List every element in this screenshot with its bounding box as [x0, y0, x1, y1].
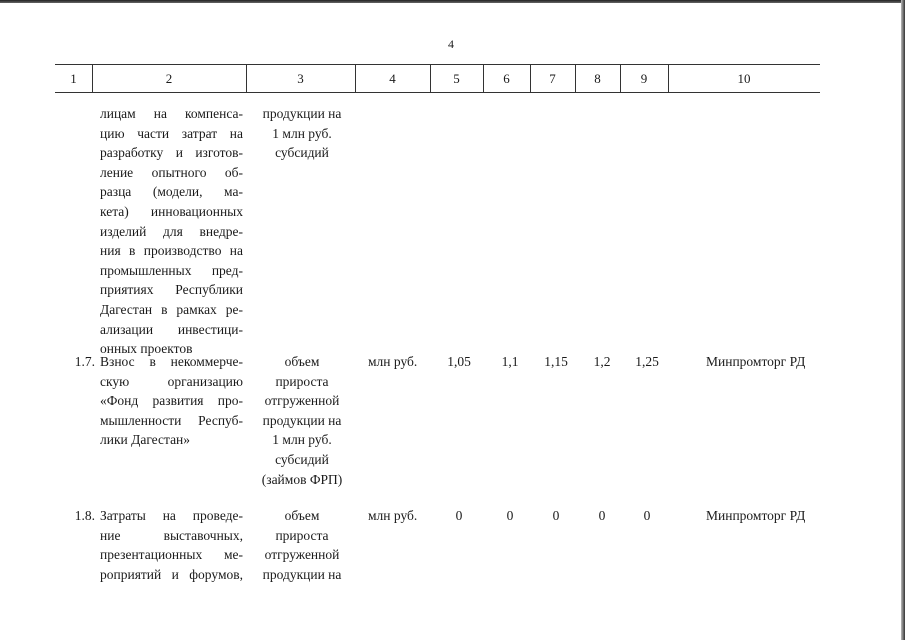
- text-line: лики Дагестан»: [100, 432, 191, 448]
- text-line: роприятий и форумов,: [100, 566, 243, 582]
- text-line: 1 млн руб.: [272, 125, 332, 141]
- col-header-10: 10: [737, 71, 751, 86]
- row-value: 0: [552, 508, 560, 523]
- text-line: презентационных ме-: [100, 547, 243, 563]
- text-line: субсидий: [275, 145, 329, 161]
- col-header-6: 6: [503, 71, 510, 86]
- text-line: отгруженной: [264, 547, 340, 563]
- text-line: онных проектов: [100, 341, 193, 357]
- row-value: 0: [598, 508, 606, 523]
- row-responsible: Минпромторг РД: [706, 354, 806, 369]
- col-header-4: 4: [389, 71, 396, 86]
- text-line: Взнос в некоммерче-: [100, 354, 243, 369]
- col-header-7: 7: [549, 71, 556, 86]
- row-value: 1,2: [593, 354, 611, 369]
- text-line: прироста: [275, 373, 329, 389]
- continued-row-indicator: [252, 104, 352, 163]
- row-value: 1,05: [447, 354, 471, 369]
- row-indicator: [252, 506, 352, 584]
- text-line: кета) инновационных: [100, 203, 243, 219]
- row-value: 1,15: [544, 354, 568, 369]
- row-value: 1,25: [635, 354, 659, 369]
- row-value: 1,1: [501, 354, 519, 369]
- text-line: ния в производство на: [100, 243, 243, 259]
- col-header-2: 2: [165, 71, 173, 86]
- row-number: 1.8.: [74, 508, 95, 523]
- text-line: разца (модели, ма-: [100, 184, 243, 200]
- text-line: цию части затрат на: [100, 125, 243, 141]
- text-line: объем: [284, 508, 320, 523]
- row-unit: млн руб.: [368, 354, 418, 369]
- row-name: [100, 506, 243, 584]
- text-line: приятиях Республики: [100, 282, 243, 298]
- text-line: продукции на: [262, 566, 342, 582]
- col-header-9: 9: [640, 71, 648, 86]
- text-line: лицам на компенса-: [100, 106, 243, 121]
- row-indicator: [252, 352, 352, 489]
- scan-edge-top: [0, 0, 905, 3]
- text-line: продукции на: [262, 106, 342, 121]
- scan-edge-right: [901, 0, 905, 640]
- text-line: «Фонд развития про-: [100, 393, 243, 409]
- text-line: изделий для внедре-: [100, 223, 243, 239]
- row-unit: млн руб.: [368, 508, 418, 523]
- text-line: ализации инвестици-: [100, 321, 243, 337]
- page-number: 4: [448, 37, 454, 51]
- header-bottom-rule: [55, 92, 820, 93]
- text-line: Затраты на проведе-: [100, 508, 243, 523]
- row-name: [100, 352, 243, 450]
- text-line: Дагестан в рамках ре-: [100, 301, 243, 317]
- row-value: 0: [506, 508, 514, 523]
- col-header-5: 5: [453, 71, 460, 86]
- header-top-rule: [55, 64, 820, 65]
- col-header-3: 3: [297, 71, 304, 86]
- text-line: 1 млн руб.: [272, 432, 332, 448]
- text-line: прироста: [275, 527, 329, 543]
- continued-row-name: [100, 104, 243, 359]
- text-line: промышленных пред-: [100, 262, 243, 278]
- row-value: 0: [455, 508, 463, 523]
- text-line: субсидий: [275, 451, 329, 467]
- text-line: ление опытного об-: [100, 164, 243, 180]
- text-line: ние выставочных,: [100, 527, 243, 543]
- text-line: (займов ФРП): [261, 471, 343, 487]
- text-line: разработку и изготов-: [100, 145, 243, 161]
- row-responsible: Минпромторг РД: [706, 508, 806, 523]
- col-header-8: 8: [594, 71, 601, 86]
- text-line: мышленности Респуб-: [100, 412, 243, 428]
- text-line: отгруженной: [264, 393, 340, 409]
- text-line: объем: [284, 354, 320, 369]
- col-header-1: 1: [70, 71, 77, 86]
- text-line: продукции на: [262, 412, 342, 428]
- row-value: 0: [643, 508, 651, 523]
- row-number: 1.7.: [74, 354, 95, 369]
- text-line: скую организацию: [100, 373, 243, 389]
